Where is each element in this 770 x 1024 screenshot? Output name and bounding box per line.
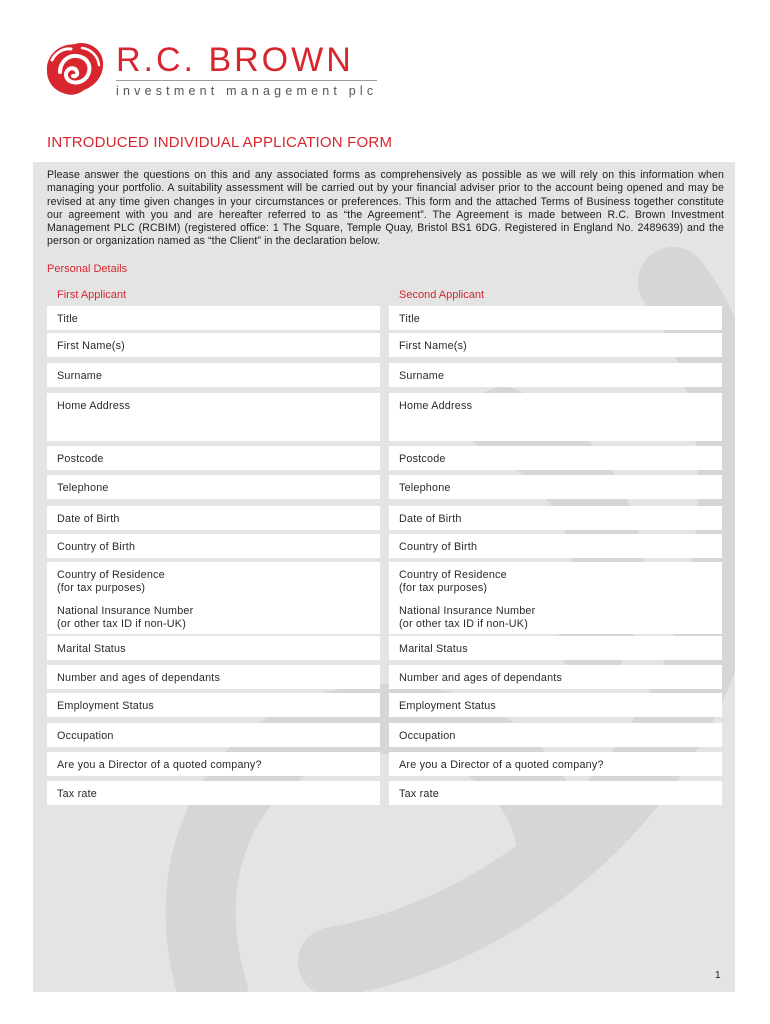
field-label: Employment Status — [399, 700, 497, 712]
intro-paragraph: Please answer the questions on this and any associated forms as comprehensively as possible as we will rely on this information when managing your portfolio. A suitability assessment will be carried out by your financial adviser prior to the account being opened and may be revised at any time given changes in your circumstances or preferences. This form and the attached Terms of Business together constitute our agreement with you and are hereafter referred to as “the Agreement”. The Agreement is made between R.C. Brown Investment Management PLC (RCBIM) (registered office: 1 The Square, Temple Quay, Bristol BS1 6DG. Registered in England No. 2489639) and the person or organization named as “the Client” in the declaration below. — [47, 169, 724, 248]
second-applicant-date-of-birth-field[interactable] — [389, 506, 722, 530]
field-label: First Name(s) — [57, 340, 125, 352]
first-applicant-heading: First Applicant — [57, 289, 127, 301]
first-applicant-tax-rate-field[interactable] — [47, 781, 380, 805]
field-label: Surname — [399, 370, 445, 382]
field-label: Telephone — [57, 482, 109, 494]
section-personal-details: Personal Details — [47, 263, 128, 275]
field-label: Date of Birth — [399, 513, 462, 525]
field-label: First Name(s) — [399, 340, 467, 352]
field-label-note: (or other tax ID if non-UK) — [399, 618, 529, 630]
first-applicant-employment-status-field[interactable] — [47, 693, 380, 717]
first-applicant-postcode-field[interactable] — [47, 446, 380, 470]
first-applicant-marital-status-field[interactable] — [47, 636, 380, 660]
field-label-note: (for tax purposes) — [399, 582, 488, 594]
field-label: Date of Birth — [57, 513, 120, 525]
second-applicant-heading: Second Applicant — [399, 289, 485, 301]
rc-brown-logo — [44, 40, 106, 98]
second-applicant-tax-rate-field[interactable] — [389, 781, 722, 805]
second-applicant-marital-status-field[interactable] — [389, 636, 722, 660]
field-label: National Insurance Number — [399, 605, 536, 617]
second-applicant-occupation-field[interactable] — [389, 723, 722, 747]
field-label: Marital Status — [399, 643, 468, 655]
first-applicant-country-of-birth-field[interactable] — [47, 534, 380, 558]
first-applicant-national-insurance-number-field[interactable] — [47, 598, 380, 634]
field-label: Country of Birth — [57, 541, 136, 553]
field-label: Number and ages of dependants — [399, 672, 563, 684]
brand-tagline: investment management plc — [116, 84, 378, 98]
field-label: Country of Birth — [399, 541, 478, 553]
field-label: Are you a Director of a quoted company? — [399, 759, 604, 771]
field-label: Occupation — [399, 730, 456, 742]
second-applicant-are-you-a-director-of-a-quoted-company-field[interactable] — [389, 752, 722, 776]
field-label: Title — [57, 313, 78, 325]
field-label: Postcode — [57, 453, 104, 465]
first-applicant-surname-field[interactable] — [47, 363, 380, 387]
field-label: Are you a Director of a quoted company? — [57, 759, 262, 771]
second-applicant-country-of-birth-field[interactable] — [389, 534, 722, 558]
field-label: Country of Residence — [399, 569, 507, 581]
field-label: National Insurance Number — [57, 605, 194, 617]
field-label: Number and ages of dependants — [57, 672, 221, 684]
field-label: Tax rate — [399, 788, 440, 800]
field-label: Occupation — [57, 730, 114, 742]
page-number: 1 — [715, 970, 721, 981]
second-applicant-telephone-field[interactable] — [389, 475, 722, 499]
first-applicant-country-of-residence-field[interactable] — [47, 562, 380, 598]
first-applicant-first-name-s-field[interactable] — [47, 333, 380, 357]
brand-block — [116, 42, 377, 98]
brand-name: R.C. BROWN — [116, 42, 377, 81]
second-applicant-title-field[interactable] — [389, 306, 722, 330]
first-applicant-number-and-ages-of-dependants-field[interactable] — [47, 665, 380, 689]
field-label: Telephone — [399, 482, 451, 494]
second-applicant-national-insurance-number-field[interactable] — [389, 598, 722, 634]
first-applicant-title-field[interactable] — [47, 306, 380, 330]
field-label: Postcode — [399, 453, 446, 465]
form-title: INTRODUCED INDIVIDUAL APPLICATION FORM — [47, 134, 393, 151]
second-applicant-postcode-field[interactable] — [389, 446, 722, 470]
field-label-note: (or other tax ID if non-UK) — [57, 618, 187, 630]
second-applicant-number-and-ages-of-dependants-field[interactable] — [389, 665, 722, 689]
field-label: Marital Status — [57, 643, 126, 655]
first-applicant-occupation-field[interactable] — [47, 723, 380, 747]
field-label: Title — [399, 313, 420, 325]
field-label: Home Address — [399, 400, 473, 412]
field-label: Country of Residence — [57, 569, 165, 581]
second-applicant-employment-status-field[interactable] — [389, 693, 722, 717]
field-label: Home Address — [57, 400, 131, 412]
field-label-note: (for tax purposes) — [57, 582, 146, 594]
second-applicant-home-address-field[interactable] — [389, 393, 722, 441]
field-label: Tax rate — [57, 788, 98, 800]
field-label: Employment Status — [57, 700, 155, 712]
second-applicant-country-of-residence-field[interactable] — [389, 562, 722, 598]
first-applicant-telephone-field[interactable] — [47, 475, 380, 499]
second-applicant-first-name-s-field[interactable] — [389, 333, 722, 357]
first-applicant-date-of-birth-field[interactable] — [47, 506, 380, 530]
second-applicant-surname-field[interactable] — [389, 363, 722, 387]
first-applicant-home-address-field[interactable] — [47, 393, 380, 441]
rose-logo-icon — [44, 40, 106, 98]
field-label: Surname — [57, 370, 103, 382]
first-applicant-are-you-a-director-of-a-quoted-company-field[interactable] — [47, 752, 380, 776]
